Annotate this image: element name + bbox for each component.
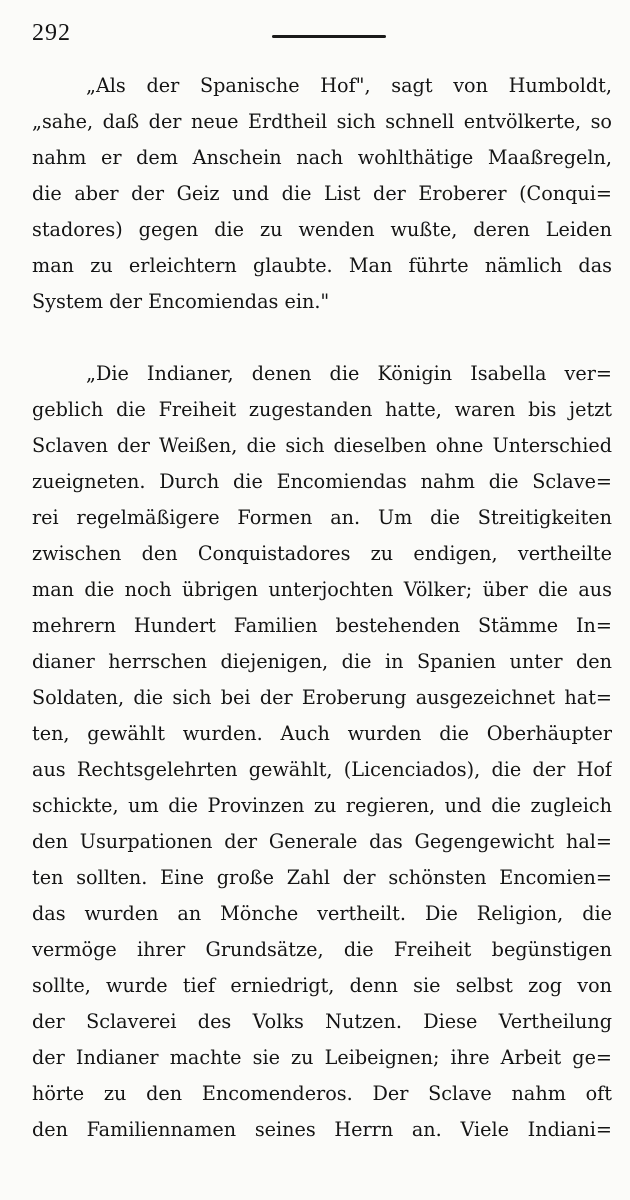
paragraph-line: hörte zu den Encomenderos. Der Sclave nahm oft bbox=[32, 1082, 612, 1105]
paragraph-line: die aber der Geiz und die List der Eroberer (Conqui= bbox=[32, 182, 612, 205]
paragraph-line: das wurden an Mönche vertheilt. Die Religion, die bbox=[32, 902, 612, 925]
paragraph-line: den Usurpationen der Generale das Gegengewicht hal= bbox=[32, 830, 612, 853]
header-rule bbox=[272, 35, 386, 38]
page-number: 292 bbox=[32, 20, 71, 46]
paragraph-line: den Familiennamen seines Herrn an. Viele Indiani= bbox=[32, 1118, 612, 1141]
paragraph-1 bbox=[32, 68, 612, 320]
paragraph-line: zwischen den Conquistadores zu endigen, vertheilte bbox=[32, 542, 612, 565]
paragraph-line: „sahe, daß der neue Erdtheil sich schnell entvölkerte, so bbox=[32, 110, 612, 133]
paragraph-line: „Die Indianer, denen die Königin Isabella ver= bbox=[86, 362, 612, 385]
paragraph-line: schickte, um die Provinzen zu regieren, und die zugleich bbox=[32, 794, 612, 817]
paragraph-line: System der Encomiendas ein." bbox=[32, 290, 330, 313]
paragraph-line: Soldaten, die sich bei der Eroberung ausgezeichnet hat= bbox=[32, 686, 612, 709]
paragraph-line: sollte, wurde tief erniedrigt, denn sie selbst zog von bbox=[32, 974, 612, 997]
paragraph-line: man zu erleichtern glaubte. Man führte nämlich das bbox=[32, 254, 612, 277]
paragraph-line: ten, gewählt wurden. Auch wurden die Oberhäupter bbox=[32, 722, 612, 745]
paragraph-line: ten sollten. Eine große Zahl der schönsten Encomien= bbox=[32, 866, 612, 889]
paragraph-line: man die noch übrigen unterjochten Völker; über die aus bbox=[32, 578, 612, 601]
paragraph-line: aus Rechtsgelehrten gewählt, (Licenciados), die der Hof bbox=[32, 758, 612, 781]
paragraph-line: geblich die Freiheit zugestanden hatte, waren bis jetzt bbox=[32, 398, 612, 421]
paragraph-line: zueigneten. Durch die Encomiendas nahm die Sclave= bbox=[32, 470, 612, 493]
paragraph-2 bbox=[32, 356, 612, 1148]
paragraph-line: „Als der Spanische Hof", sagt von Humboldt, bbox=[86, 74, 612, 97]
paragraph-line: Sclaven der Weißen, die sich dieselben ohne Unterschied bbox=[32, 434, 612, 457]
paragraph-line: der Sclaverei des Volks Nutzen. Diese Vertheilung bbox=[32, 1010, 612, 1033]
paragraph-line: vermöge ihrer Grundsätze, die Freiheit begünstigen bbox=[32, 938, 612, 961]
paragraph-line: mehrern Hundert Familien bestehenden Stämme In= bbox=[32, 614, 612, 637]
paragraph-line: der Indianer machte sie zu Leibeignen; ihre Arbeit ge= bbox=[32, 1046, 612, 1069]
paragraph-line: nahm er dem Anschein nach wohlthätige Maaßregeln, bbox=[32, 146, 612, 169]
paragraph-line: dianer herrschen diejenigen, die in Spanien unter den bbox=[32, 650, 612, 673]
paragraph-line: stadores) gegen die zu wenden wußte, deren Leiden bbox=[32, 218, 612, 241]
paragraph-line: rei regelmäßigere Formen an. Um die Streitigkeiten bbox=[32, 506, 612, 529]
